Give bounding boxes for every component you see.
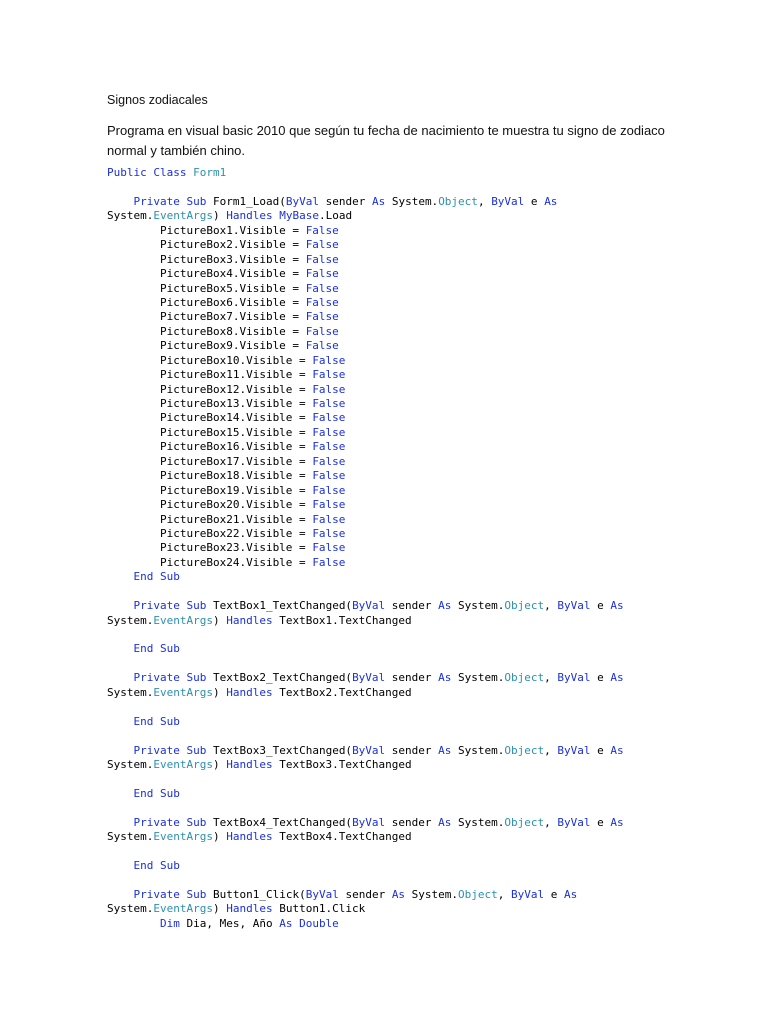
code-keyword: False — [305, 252, 339, 266]
code-keyword: End Sub — [133, 642, 180, 656]
code-line — [107, 787, 624, 801]
code-text: PictureBox10.Visible = — [107, 353, 313, 367]
code-text: PictureBox20.Visible = — [107, 498, 313, 512]
code-keyword: Handles — [226, 757, 273, 771]
code-line — [107, 253, 624, 267]
code-text: PictureBox4.Visible = — [107, 267, 306, 281]
code-line — [107, 902, 624, 916]
code-text: e — [544, 887, 565, 901]
code-keyword: End Sub — [133, 859, 180, 872]
code-keyword: False — [312, 483, 346, 497]
code-text: TextBox4_TextChanged( — [212, 815, 353, 829]
code-text: System. — [107, 830, 154, 844]
code-keyword: False — [305, 223, 339, 237]
code-keyword: ByVal — [285, 194, 319, 208]
code-line — [107, 383, 624, 397]
code-keyword: MyBase — [279, 209, 319, 223]
code-line — [107, 657, 624, 671]
code-text: ) — [212, 902, 227, 916]
code-line — [107, 772, 624, 786]
code-keyword: False — [312, 526, 346, 540]
code-text: PictureBox23.Visible = — [107, 541, 313, 555]
code-type-name: EventArgs — [153, 209, 213, 223]
code-keyword: False — [305, 295, 339, 309]
code-keyword: As — [610, 671, 624, 685]
code-text: PictureBox3.Visible = — [107, 252, 306, 266]
code-keyword: False — [312, 353, 346, 367]
code-text: ) — [212, 613, 227, 627]
code-keyword: ByVal — [557, 671, 591, 685]
code-keyword: False — [312, 498, 346, 512]
code-line — [107, 209, 624, 223]
code-line — [107, 166, 624, 180]
code-text: PictureBox14.Visible = — [107, 411, 313, 425]
code-text — [107, 195, 134, 208]
code-line — [107, 180, 624, 194]
code-line — [107, 195, 624, 209]
code-text: System. — [107, 685, 154, 699]
code-line — [107, 585, 624, 599]
code-keyword: False — [312, 555, 346, 569]
code-type-name: EventArgs — [153, 757, 213, 771]
code-text: sender — [385, 743, 439, 757]
code-keyword: ByVal — [352, 671, 386, 685]
code-line — [107, 744, 624, 758]
code-text: ) — [212, 830, 227, 844]
code-text — [107, 816, 134, 829]
code-text: PictureBox22.Visible = — [107, 526, 313, 540]
code-type-name: Object — [458, 887, 498, 901]
code-line — [107, 296, 624, 310]
code-keyword: ByVal — [352, 599, 386, 613]
code-keyword: False — [312, 425, 346, 439]
code-text: TextBox1_TextChanged( — [212, 599, 353, 613]
code-keyword: False — [312, 440, 346, 454]
code-line — [107, 354, 624, 368]
code-line — [107, 440, 624, 454]
code-line — [107, 282, 624, 296]
code-line — [107, 614, 624, 628]
code-text: PictureBox1.Visible = — [107, 223, 306, 237]
code-line — [107, 845, 624, 859]
code-text: , — [544, 671, 558, 685]
code-text — [107, 744, 134, 757]
intro-paragraph: Programa en visual basic 2010 que según tu fecha de nacimiento te muestra tu signo de zodiaco normal y también chino. — [107, 123, 665, 158]
code-keyword: False — [305, 339, 339, 353]
code-keyword: Handles — [226, 902, 273, 916]
document-title: Signos zodiacales — [107, 93, 208, 107]
code-line — [107, 715, 624, 729]
code-keyword: ByVal — [557, 599, 591, 613]
code-type-name: Object — [504, 815, 545, 829]
code-keyword: ByVal — [491, 194, 525, 208]
code-keyword: As — [610, 599, 624, 613]
code-keyword: Private Sub — [133, 671, 213, 685]
code-text — [107, 570, 134, 583]
code-text: PictureBox15.Visible = — [107, 425, 313, 439]
code-text: , — [544, 743, 558, 757]
code-line — [107, 556, 624, 570]
code-line — [107, 700, 624, 714]
code-line — [107, 816, 624, 830]
code-keyword: As — [438, 815, 452, 829]
code-text: PictureBox13.Visible = — [107, 397, 313, 410]
code-line — [107, 801, 624, 815]
code-text: PictureBox24.Visible = — [107, 555, 313, 569]
code-line — [107, 397, 624, 411]
code-line — [107, 325, 624, 339]
code-text: , — [544, 599, 558, 613]
code-text: Dia, Mes, Año — [179, 916, 280, 930]
code-type-name: EventArgs — [153, 685, 213, 699]
code-text: PictureBox7.Visible = — [107, 310, 306, 324]
code-keyword: False — [312, 469, 346, 483]
code-line — [107, 859, 624, 873]
code-text: Button1.Click — [272, 902, 366, 916]
code-keyword: As — [610, 743, 624, 757]
code-keyword: As — [438, 671, 452, 685]
code-text: PictureBox16.Visible = — [107, 440, 313, 454]
code-keyword: ByVal — [511, 887, 545, 901]
code-line — [107, 484, 624, 498]
code-keyword: As — [544, 194, 558, 208]
code-line — [107, 599, 624, 613]
code-keyword: False — [312, 368, 346, 382]
code-keyword: Private Sub — [133, 599, 213, 613]
code-text: ) — [212, 685, 227, 699]
code-text: System. — [451, 743, 505, 757]
code-type-name: Form1 — [193, 166, 227, 179]
code-text: e — [590, 815, 611, 829]
code-keyword: False — [312, 382, 346, 396]
code-text: TextBox2_TextChanged( — [212, 671, 353, 685]
code-keyword: Handles — [226, 685, 273, 699]
code-keyword: False — [305, 310, 339, 324]
code-keyword: False — [312, 454, 346, 468]
code-text: System. — [107, 613, 154, 627]
code-text: .Load — [318, 209, 353, 223]
code-keyword: Dim — [159, 916, 180, 930]
code-keyword: False — [305, 281, 339, 295]
code-text: sender — [385, 599, 439, 613]
code-line — [107, 873, 624, 887]
code-keyword: As — [564, 887, 578, 901]
code-text: e — [524, 194, 545, 208]
code-text: sender — [318, 194, 372, 208]
code-keyword: False — [312, 512, 346, 526]
code-text — [107, 642, 134, 655]
code-text: System. — [451, 599, 505, 613]
code-text: TextBox3.TextChanged — [272, 757, 412, 771]
code-keyword: Handles — [226, 209, 273, 223]
code-keyword: Public Class — [107, 166, 194, 179]
code-text: e — [590, 671, 611, 685]
code-text: PictureBox18.Visible = — [107, 469, 313, 483]
code-text: TextBox1.TextChanged — [272, 613, 412, 627]
code-keyword: Handles — [226, 613, 273, 627]
code-keyword: ByVal — [352, 815, 386, 829]
code-keyword: ByVal — [352, 743, 386, 757]
code-text: e — [590, 743, 611, 757]
code-keyword: False — [305, 238, 339, 252]
code-text: Button1_Click( — [212, 887, 306, 901]
code-line — [107, 339, 624, 353]
code-text: System. — [405, 887, 459, 901]
code-text — [107, 787, 134, 800]
code-keyword: As Double — [279, 916, 339, 930]
code-text: System. — [451, 671, 505, 685]
code-keyword: As — [391, 887, 406, 901]
code-line — [107, 267, 624, 281]
code-keyword: As — [371, 194, 386, 208]
code-type-name: Object — [438, 194, 478, 208]
code-keyword: False — [312, 541, 346, 555]
code-type-name: Object — [504, 599, 545, 613]
code-text — [107, 917, 160, 930]
code-line — [107, 628, 624, 642]
code-line — [107, 498, 624, 512]
code-keyword: As — [610, 815, 624, 829]
code-text: PictureBox12.Visible = — [107, 382, 313, 396]
code-text — [107, 715, 134, 728]
code-keyword: Private Sub — [133, 743, 213, 757]
code-line — [107, 917, 624, 931]
code-keyword: Private Sub — [133, 815, 213, 829]
code-text: ) — [212, 209, 227, 223]
code-line — [107, 729, 624, 743]
code-line — [107, 541, 624, 555]
code-type-name: EventArgs — [153, 613, 213, 627]
code-keyword: End Sub — [133, 786, 180, 800]
code-text: sender — [385, 671, 439, 685]
code-line — [107, 469, 624, 483]
code-keyword: ByVal — [557, 815, 591, 829]
code-line — [107, 310, 624, 324]
code-line — [107, 455, 624, 469]
code-text: PictureBox9.Visible = — [107, 339, 306, 353]
code-keyword: False — [305, 267, 339, 281]
code-keyword: Private Sub — [133, 887, 213, 901]
code-line — [107, 426, 624, 440]
code-keyword: False — [305, 324, 339, 338]
code-text: sender — [338, 887, 392, 901]
code-line — [107, 527, 624, 541]
code-text: PictureBox5.Visible = — [107, 281, 306, 295]
code-text — [107, 888, 134, 901]
code-line — [107, 513, 624, 527]
code-text: System. — [107, 902, 154, 916]
code-line — [107, 888, 624, 902]
code-keyword: As — [438, 743, 452, 757]
code-line — [107, 671, 624, 685]
code-text: System. — [385, 194, 439, 208]
code-text — [107, 671, 134, 684]
code-line — [107, 238, 624, 252]
code-keyword: False — [312, 411, 346, 425]
code-text: , — [497, 887, 512, 901]
code-text: TextBox3_TextChanged( — [212, 743, 353, 757]
code-keyword: End Sub — [133, 570, 180, 584]
code-text: PictureBox8.Visible = — [107, 324, 306, 338]
code-keyword: Private Sub — [133, 194, 213, 208]
code-line — [107, 411, 624, 425]
code-text: System. — [451, 815, 505, 829]
code-block — [107, 166, 624, 931]
code-line — [107, 224, 624, 238]
code-line — [107, 642, 624, 656]
code-text: , — [477, 194, 492, 208]
code-type-name: Object — [504, 743, 545, 757]
code-text: PictureBox2.Visible = — [107, 238, 306, 252]
code-text: ) — [212, 757, 227, 771]
code-text — [107, 859, 134, 872]
code-line — [107, 686, 624, 700]
code-type-name: EventArgs — [153, 830, 213, 844]
code-keyword: As — [438, 599, 452, 613]
code-text: System. — [107, 209, 154, 223]
code-keyword: ByVal — [305, 887, 339, 901]
code-text: PictureBox17.Visible = — [107, 454, 313, 468]
code-text: PictureBox6.Visible = — [107, 295, 306, 309]
code-type-name: Object — [504, 671, 545, 685]
code-line — [107, 758, 624, 772]
code-keyword: False — [312, 397, 346, 410]
code-text: e — [590, 599, 611, 613]
code-text: TextBox4.TextChanged — [272, 830, 412, 844]
code-line — [107, 570, 624, 584]
code-text: sender — [385, 815, 439, 829]
code-text: TextBox2.TextChanged — [272, 685, 412, 699]
code-line — [107, 368, 624, 382]
code-keyword: End Sub — [133, 714, 180, 728]
code-type-name: EventArgs — [153, 902, 213, 916]
code-text: System. — [107, 757, 154, 771]
code-keyword: Handles — [226, 830, 273, 844]
code-text: PictureBox11.Visible = — [107, 368, 313, 382]
code-keyword: ByVal — [557, 743, 591, 757]
code-text — [107, 599, 134, 612]
code-text: , — [544, 815, 558, 829]
code-line — [107, 830, 624, 844]
code-text: PictureBox19.Visible = — [107, 483, 313, 497]
code-text: PictureBox21.Visible = — [107, 512, 313, 526]
code-text: Form1_Load( — [212, 194, 286, 208]
